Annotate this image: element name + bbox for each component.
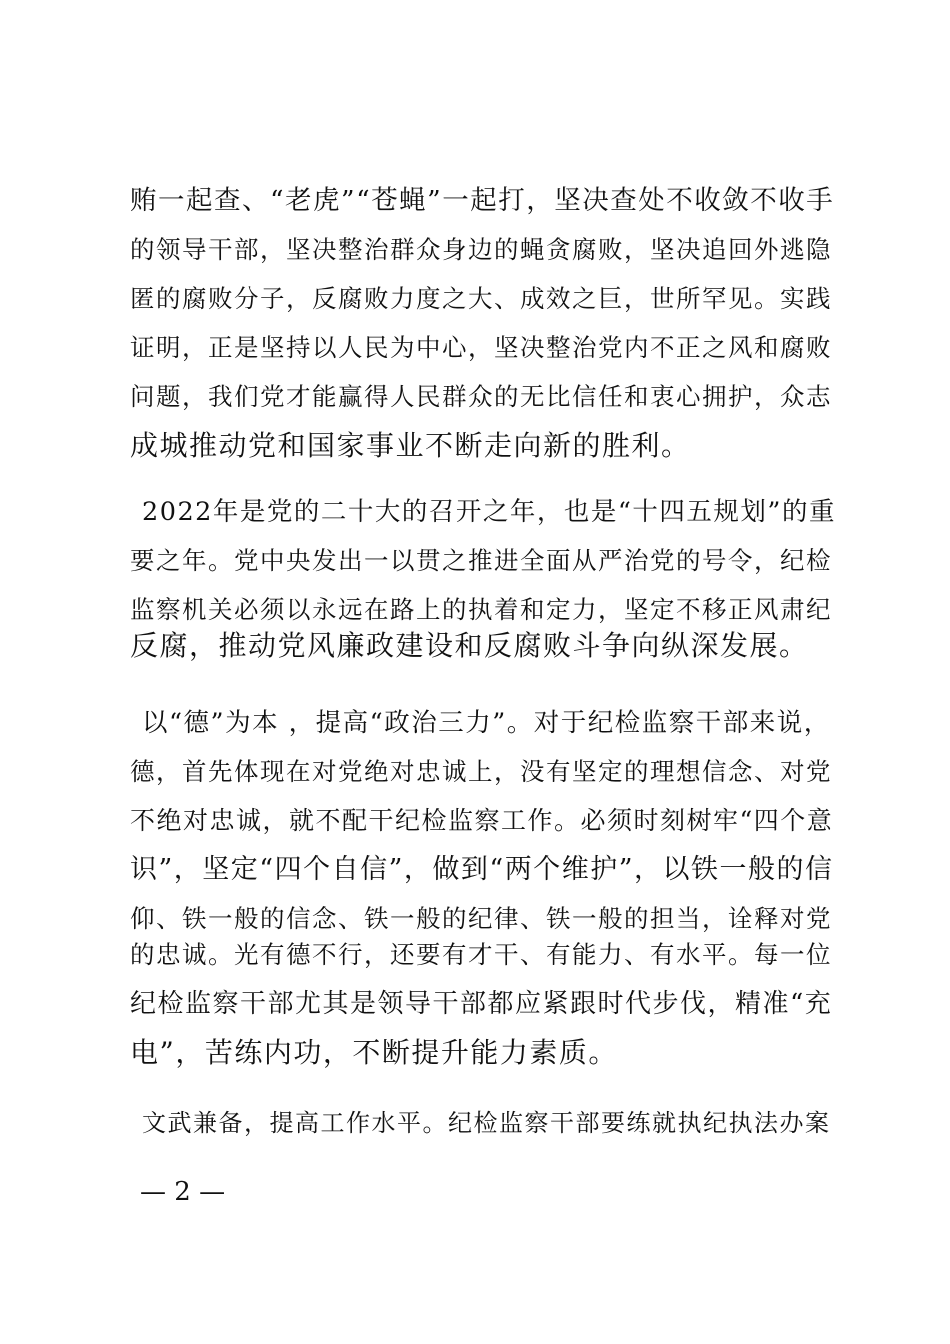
- paragraph-2-line-3: 监察机关必须以永远在路上的执着和定力，坚定不移正风肃纪: [130, 595, 832, 624]
- paragraph-3-line-3: 不绝对忠诚，就不配干纪检监察工作。必须时刻树牢“四个意: [130, 806, 834, 835]
- paragraph-1-line-1: 贿一起查、“老虎”“苍蝇”一起打，坚决查处不收敛不收手: [130, 185, 835, 216]
- paragraph-3-line-2: 德，首先体现在对党绝对忠诚上，没有坚定的理想信念、对党: [130, 757, 832, 786]
- paragraph-3-line-5: 仰、铁一般的信念、铁一般的纪律、铁一般的担当，诠释对党: [130, 904, 832, 933]
- paragraph-1-line-6: 成城推动党和国家事业不断走向新的胜利。: [130, 429, 691, 462]
- paragraph-2-line-2: 要之年。党中央发出一以贯之推进全面从严治党的号令，纪检: [130, 546, 832, 575]
- paragraph-1-line-3: 匿的腐败分子，反腐败力度之大、成效之巨，世所罕见。实践: [130, 284, 832, 313]
- page-number: — 2 —: [140, 1177, 226, 1207]
- paragraph-1-line-2: 的领导干部，坚决整治群众身边的蝇贪腐败，坚决追回外逃隐: [130, 235, 832, 264]
- paragraph-1-line-5: 问题，我们党才能赢得人民群众的无比信任和衷心拥护，众志: [130, 382, 832, 411]
- paragraph-3-line-6: 的忠诚。光有德不行，还要有才干、有能力、有水平。每一位: [130, 940, 832, 969]
- paragraph-1-line-4: 证明，正是坚持以人民为中心，坚决整治党内不正之风和腐败: [130, 333, 832, 362]
- paragraph-2-line-4: 反腐，推动党风廉政建设和反腐败斗争向纵深发展。: [130, 629, 809, 662]
- paragraph-3-line-1: 以“德”为本 ，提高“政治三力”。对于纪检监察干部来说，: [142, 708, 831, 738]
- paragraph-3-line-4: 识”，坚定“四个自信”，做到“两个维护”，以铁一般的信: [130, 854, 834, 885]
- paragraph-4-line-1: 文武兼备，提高工作水平。纪检监察干部要练就执纪执法办案: [142, 1109, 831, 1137]
- paragraph-3-line-7: 纪检监察干部尤其是领导干部都应紧跟时代步伐，精准“充: [130, 989, 833, 1019]
- paragraph-3-line-8: 电”，苦练内功，不断提升能力素质。: [130, 1036, 618, 1069]
- paragraph-2-line-1: 2022年是党的二十大的召开之年，也是“十四五规划”的重: [142, 497, 836, 527]
